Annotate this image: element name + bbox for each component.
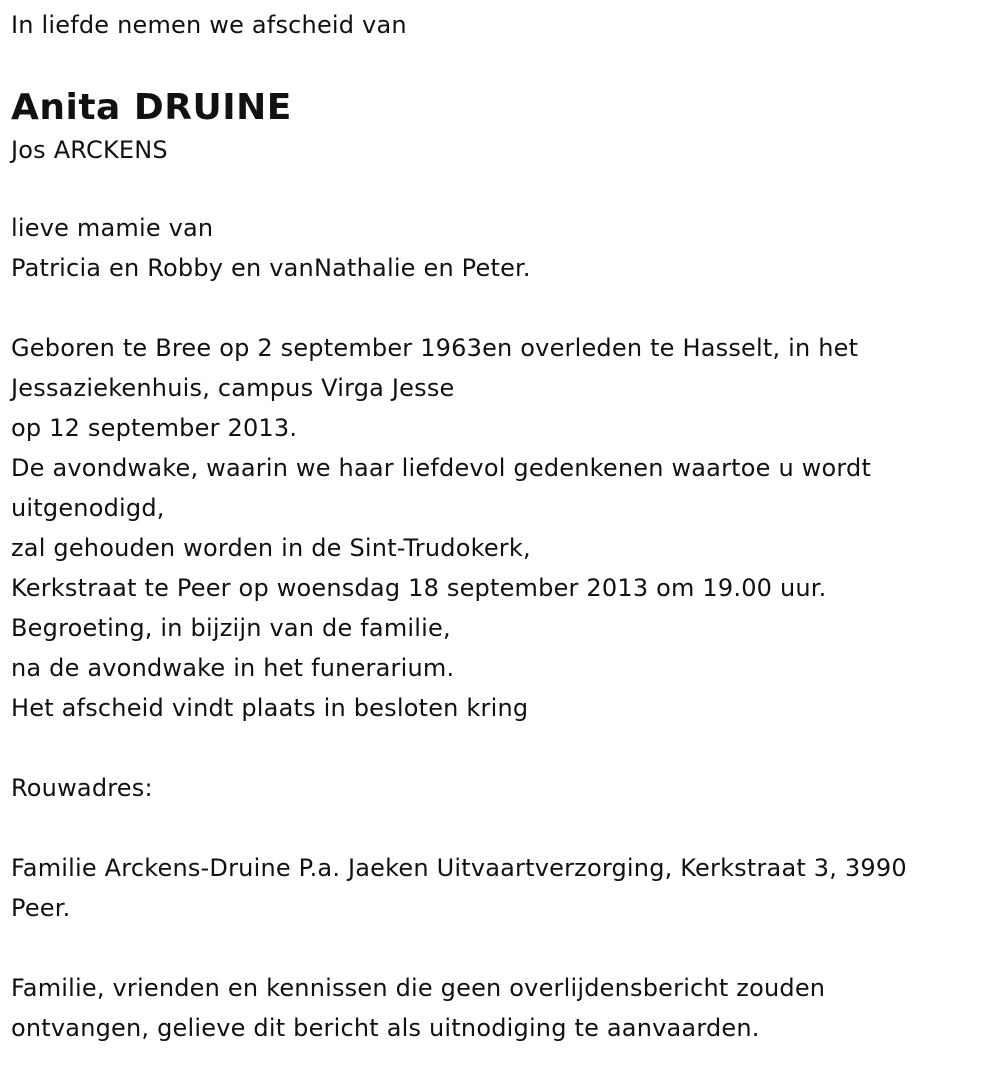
children-names: Patricia en Robby en vanNathalie en Peter. [11,254,531,282]
spacer [11,928,991,968]
detail-line: Het afscheid vindt plaats in besloten kring [11,694,529,722]
address-line: Peer. [11,894,71,922]
detail-line: op 12 september 2013. [11,414,298,442]
details-block [11,328,991,728]
detail-line: Geboren te Bree op 2 september 1963en overleden te Hasselt, in het [11,334,859,362]
address-line: Familie Arckens-Druine P.a. Jaeken Uitvaartverzorging, Kerkstraat 3, 3990 [11,854,907,882]
detail-line: zal gehouden worden in de Sint-Trudokerk, [11,534,531,562]
detail-line: Kerkstraat te Peer op woensdag 18 september 2013 om 19.00 uur. [11,574,827,602]
address-block [11,848,991,928]
closing-line: Familie, vrienden en kennissen die geen overlijdensbericht zouden [11,974,826,1002]
detail-line: Begroeting, in bijzijn van de familie, [11,614,451,642]
closing-block [11,968,991,1048]
detail-line: Jessaziekenhuis, campus Virga Jesse [11,374,455,402]
spacer [11,808,991,848]
spacer [11,288,991,328]
spacer [11,168,991,208]
mother-of-label: lieve mamie van [11,214,214,242]
deceased-name: Anita DRUINE [11,87,292,128]
detail-line: uitgenodigd, [11,494,165,522]
detail-line: na de avondwake in het funerarium. [11,654,455,682]
detail-line: De avondwake, waarin we haar liefdevol gedenkenen waartoe u wordt [11,454,872,482]
address-label: Rouwadres: [11,774,153,802]
intro-text: In liefde nemen we afscheid van [11,11,407,39]
death-notice [11,8,991,1048]
spacer [11,728,991,768]
closing-line: ontvangen, gelieve dit bericht als uitnodiging te aanvaarden. [11,1014,760,1042]
partner-name: Jos ARCKENS [11,136,168,164]
